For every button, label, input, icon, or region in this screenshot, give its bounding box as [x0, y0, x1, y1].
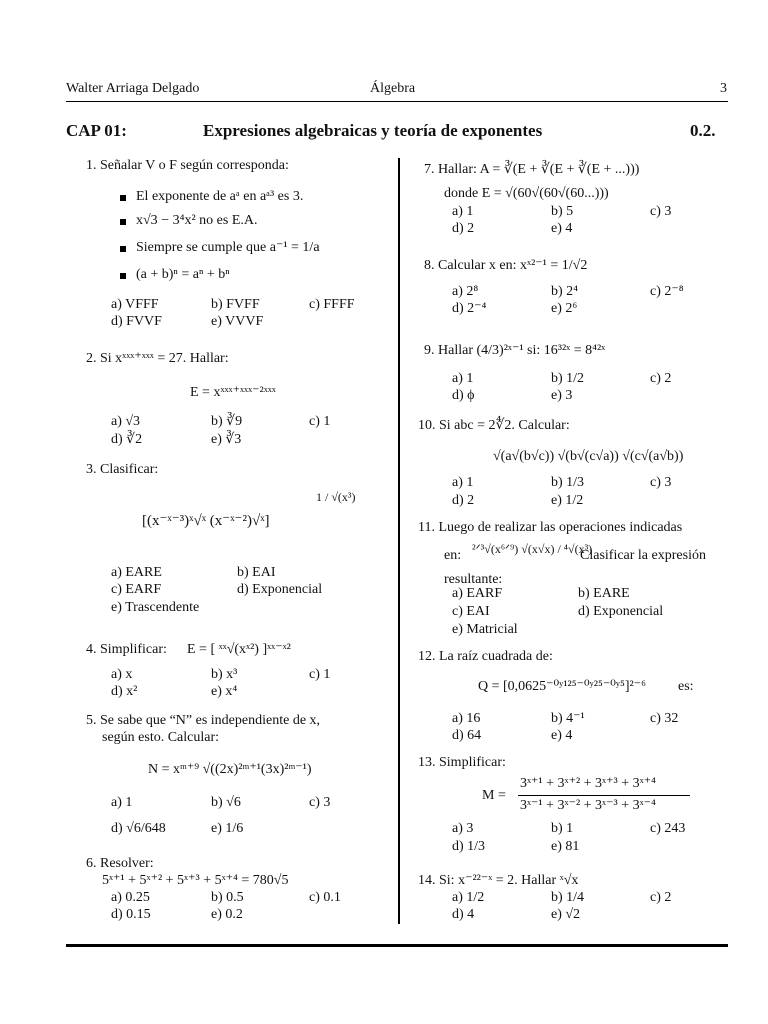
- q7-option-b: b) 5: [551, 204, 574, 219]
- q8-option-e: e) 2⁶: [551, 301, 578, 316]
- column-divider: [398, 158, 400, 924]
- running-head-author: Walter Arriaga Delgado: [66, 81, 200, 96]
- q8-option-c: c) 2⁻⁸: [650, 284, 684, 299]
- q14-stem: 14. Si: x⁻²²⁻ˣ = 2. Hallar ˣ√x: [418, 873, 579, 888]
- q1-option-a: a) VFFF: [111, 297, 159, 312]
- q11-option-c: c) EAI: [452, 604, 490, 619]
- q7-condition: donde E = √(60√(60√(60...))): [444, 186, 609, 201]
- q12-tail: es:: [678, 679, 694, 694]
- q2-formula: E = xˣˣˣ⁺ˣˣˣ⁻²ˣˣˣ: [190, 385, 276, 400]
- q11-option-b: b) EARE: [578, 586, 630, 601]
- q2-option-d: d) ∛2: [111, 432, 143, 447]
- q12-option-e: e) 4: [551, 728, 573, 743]
- q7-option-e: e) 4: [551, 221, 573, 236]
- q3-option-b: b) EAI: [237, 565, 276, 580]
- q1-option-c: c) FFFF: [309, 297, 355, 312]
- q1-item-4: (a + b)ⁿ = aⁿ + bⁿ: [136, 267, 230, 282]
- q13-stem: 13. Simplificar:: [418, 755, 506, 770]
- page-number: 3: [720, 81, 727, 96]
- footer-rule: [66, 944, 728, 947]
- bullet-icon: [120, 246, 126, 252]
- q5-stem-line2: según esto. Calcular:: [102, 730, 220, 745]
- chapter-code: CAP 01:: [66, 121, 127, 140]
- q3-option-a: a) EARE: [111, 565, 162, 580]
- q3-stem: 3. Clasificar:: [86, 462, 159, 477]
- q2-option-b: b) ∛9: [211, 414, 243, 429]
- q13-option-d: d) 1/3: [452, 839, 486, 854]
- bullet-icon: [120, 195, 126, 201]
- q11-stem-line1: 11. Luego de realizar las operaciones indicadas: [418, 520, 683, 535]
- q10-formula: √(a√(b√c)) √(b√(c√a)) √(c√(a√b)): [493, 449, 684, 464]
- q14-option-d: d) 4: [452, 907, 475, 922]
- q9-option-b: b) 1/2: [551, 371, 585, 386]
- q6-stem: 6. Resolver:: [86, 856, 154, 871]
- q6-option-d: d) 0.15: [111, 907, 151, 922]
- q13-option-e: e) 81: [551, 839, 580, 854]
- q13-option-b: b) 1: [551, 821, 574, 836]
- q11-option-e: e) Matricial: [452, 622, 518, 637]
- q3-option-e: e) Trascendente: [111, 600, 200, 615]
- q4-stem: 4. Simplificar:: [86, 642, 167, 657]
- q4-option-c: c) 1: [309, 667, 331, 682]
- q13-numerator: 3ˣ⁺¹ + 3ˣ⁺² + 3ˣ⁺³ + 3ˣ⁺⁴: [520, 776, 656, 791]
- running-head-subject: Álgebra: [370, 81, 416, 96]
- q6-option-c: c) 0.1: [309, 890, 341, 905]
- q5-option-c: c) 3: [309, 795, 331, 810]
- q5-option-a: a) 1: [111, 795, 133, 810]
- q12-option-a: a) 16: [452, 711, 481, 726]
- q11-stem-line4: resultante:: [444, 572, 503, 587]
- q2-option-a: a) √3: [111, 414, 141, 429]
- q6-formula: 5ˣ⁺¹ + 5ˣ⁺² + 5ˣ⁺³ + 5ˣ⁺⁴ = 780√5: [102, 873, 289, 888]
- q7-stem: 7. Hallar: A = ∛(E + ∛(E + ∛(E + ...))): [424, 162, 640, 177]
- q1-option-b: b) FVFF: [211, 297, 260, 312]
- q9-option-a: a) 1: [452, 371, 474, 386]
- bullet-icon: [120, 273, 126, 279]
- q12-option-b: b) 4⁻¹: [551, 711, 585, 726]
- q9-option-e: e) 3: [551, 388, 573, 403]
- q5-option-d: d) √6/648: [111, 821, 166, 836]
- q5-stem-line1: 5. Se sabe que “N” es independiente de x,: [86, 713, 321, 728]
- q4-option-a: a) x: [111, 667, 133, 682]
- q8-option-d: d) 2⁻⁴: [452, 301, 487, 316]
- q7-option-d: d) 2: [452, 221, 475, 236]
- q12-option-d: d) 64: [452, 728, 482, 743]
- q14-option-e: e) √2: [551, 907, 581, 922]
- q12-option-c: c) 32: [650, 711, 679, 726]
- q10-stem: 10. Si abc = 2∜2. Calcular:: [418, 418, 570, 433]
- q11-option-d: d) Exponencial: [578, 604, 664, 619]
- q9-stem: 9. Hallar (4/3)²ˣ⁻¹ si: 16³²ˣ = 8⁴²ˣ: [424, 343, 606, 358]
- q3-option-d: d) Exponencial: [237, 582, 323, 597]
- q3-formula: [(x⁻ˣ⁻³)ˣ√ˣ (x⁻ˣ⁻²)√ˣ]: [142, 513, 270, 529]
- q1-stem: 1. Señalar V o F según corresponda:: [86, 158, 289, 173]
- chapter-section: 0.2.: [690, 121, 716, 140]
- q4-option-e: e) x⁴: [211, 684, 238, 699]
- q4-option-d: d) x²: [111, 684, 138, 699]
- q4-formula: E = [ ˣˣ√(xˣ²) ]ˣˣ⁻ˣ²: [187, 642, 291, 657]
- q5-formula: N = xᵐ⁺⁹ √((2x)²ᵐ⁺¹(3x)²ᵐ⁻¹): [148, 762, 312, 777]
- q13-lhs: M =: [482, 788, 506, 803]
- q11-formula: ²ᐟ³√(x⁶ᐟ⁹) √(x√x) / ⁴√(x³): [472, 542, 593, 556]
- q10-option-b: b) 1/3: [551, 475, 585, 490]
- header-rule: [66, 101, 728, 102]
- q9-option-c: c) 2: [650, 371, 672, 386]
- q14-option-c: c) 2: [650, 890, 672, 905]
- q6-option-a: a) 0.25: [111, 890, 150, 905]
- q5-option-b: b) √6: [211, 795, 241, 810]
- q1-item-2: x√3 − 3⁴x² no es E.A.: [136, 213, 258, 228]
- q2-option-c: c) 1: [309, 414, 331, 429]
- fraction-bar: [518, 795, 690, 796]
- q1-option-d: d) FVVF: [111, 314, 162, 329]
- q10-option-c: c) 3: [650, 475, 672, 490]
- q11-stem-line3: Clasificar la expresión: [580, 548, 706, 563]
- q13-option-a: a) 3: [452, 821, 474, 836]
- q10-option-e: e) 1/2: [551, 493, 584, 508]
- q1-item-1: El exponente de aᵃ en aᵃ³ es 3.: [136, 189, 304, 204]
- q2-option-e: e) ∛3: [211, 432, 242, 447]
- q8-stem: 8. Calcular x en: xˣ²⁻¹ = 1/√2: [424, 258, 588, 273]
- q3-exponent: 1 / √(x³): [316, 490, 356, 504]
- q6-option-e: e) 0.2: [211, 907, 243, 922]
- q13-option-c: c) 243: [650, 821, 686, 836]
- q14-option-a: a) 1/2: [452, 890, 485, 905]
- q13-denominator: 3ˣ⁻¹ + 3ˣ⁻² + 3ˣ⁻³ + 3ˣ⁻⁴: [520, 798, 656, 813]
- q12-formula: Q = [0,0625⁻⁰ʸ¹²⁵⁻⁰ʸ²⁵⁻⁰ʸ⁵]²⁻⁶: [478, 679, 647, 694]
- q7-option-c: c) 3: [650, 204, 672, 219]
- q11-stem-line2: en:: [444, 548, 462, 563]
- q4-option-b: b) x³: [211, 667, 238, 682]
- q8-option-b: b) 2⁴: [551, 284, 579, 299]
- q2-stem: 2. Si xˣˣˣ⁺ˣˣˣ = 27. Hallar:: [86, 351, 229, 366]
- q10-option-d: d) 2: [452, 493, 475, 508]
- q7-option-a: a) 1: [452, 204, 474, 219]
- q6-option-b: b) 0.5: [211, 890, 244, 905]
- q9-option-d: d) ϕ: [452, 388, 475, 403]
- bullet-icon: [120, 219, 126, 225]
- q1-option-e: e) VVVF: [211, 314, 264, 329]
- q8-option-a: a) 2⁸: [452, 284, 479, 299]
- q12-stem: 12. La raíz cuadrada de:: [418, 649, 553, 664]
- chapter-title: Expresiones algebraicas y teoría de exponentes: [203, 121, 543, 140]
- q3-option-c: c) EARF: [111, 582, 162, 597]
- q5-option-e: e) 1/6: [211, 821, 244, 836]
- q10-option-a: a) 1: [452, 475, 474, 490]
- q14-option-b: b) 1/4: [551, 890, 585, 905]
- q11-option-a: a) EARF: [452, 586, 503, 601]
- q1-item-3: Siempre se cumple que a⁻¹ = 1/a: [136, 240, 320, 255]
